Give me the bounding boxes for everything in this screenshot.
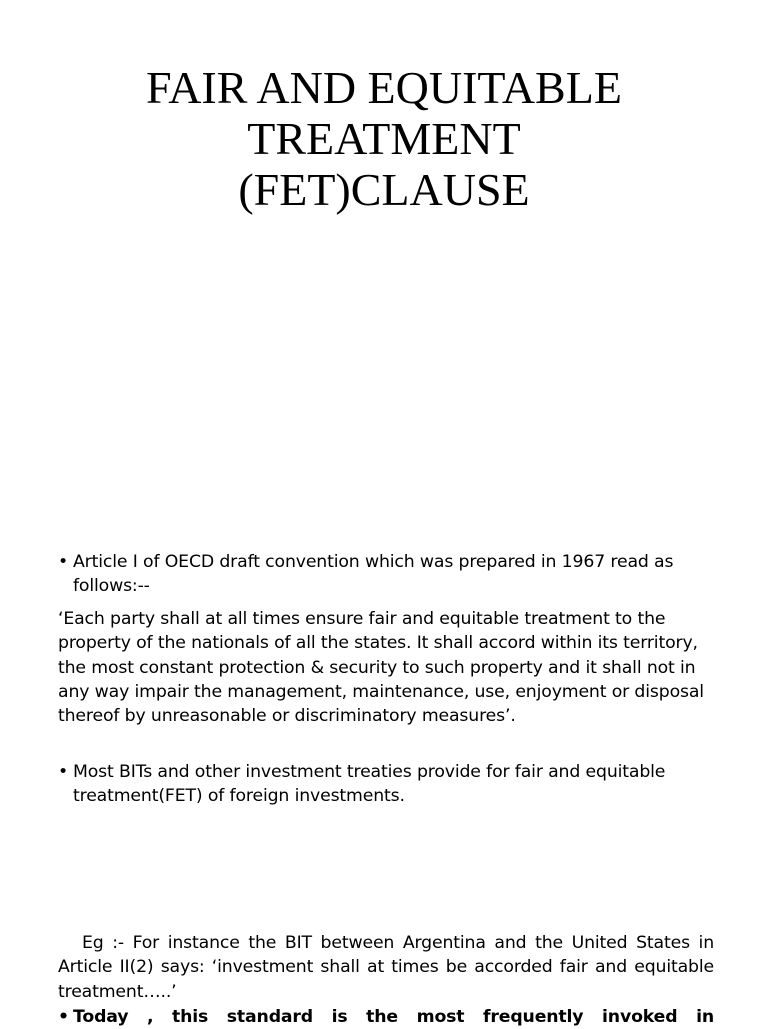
oecd-quote-paragraph: ‘Each party shall at all times ensure fair and equitable treatment to the property of the nationals of all the states. It shall accord within its territory, the most constant protection & security to such property and it shall not in any way impair the management, maintenance, use, enjoyment or disposal thereof by unreasonable or discriminatory measures’. xyxy=(58,609,704,727)
bullet-oecd-text: Article I of OECD draft convention which was prepared in 1967 read as follows:-- xyxy=(73,552,674,597)
title-line-1: FAIR AND EQUITABLE xyxy=(146,62,622,113)
title-line-3: (FET)CLAUSE xyxy=(238,164,530,215)
bullet-today-partial xyxy=(58,1005,714,1029)
bullet-bits-text: Most BITs and other investment treaties provide for fair and equitable treatment(FET) of foreign investments. xyxy=(73,762,666,807)
example-paragraph xyxy=(58,931,714,1004)
bullet-bits-treaties xyxy=(58,760,729,809)
bullet-icon: • xyxy=(58,762,69,782)
page-title xyxy=(0,62,768,215)
bullet-oecd-article xyxy=(58,550,729,599)
title-line-2: TREATMENT xyxy=(247,113,521,164)
bullet-icon: • xyxy=(58,1007,69,1027)
example-text: Eg :- For instance the BIT between Argentina and the United States in Article II(2) says: ‘investment shall at times be accorded fair and equitable treatment…..’ xyxy=(58,933,714,1002)
bullet-icon: • xyxy=(58,552,69,572)
bullet-today-text: Today , this standard is the most frequently invoked in xyxy=(73,1007,714,1027)
